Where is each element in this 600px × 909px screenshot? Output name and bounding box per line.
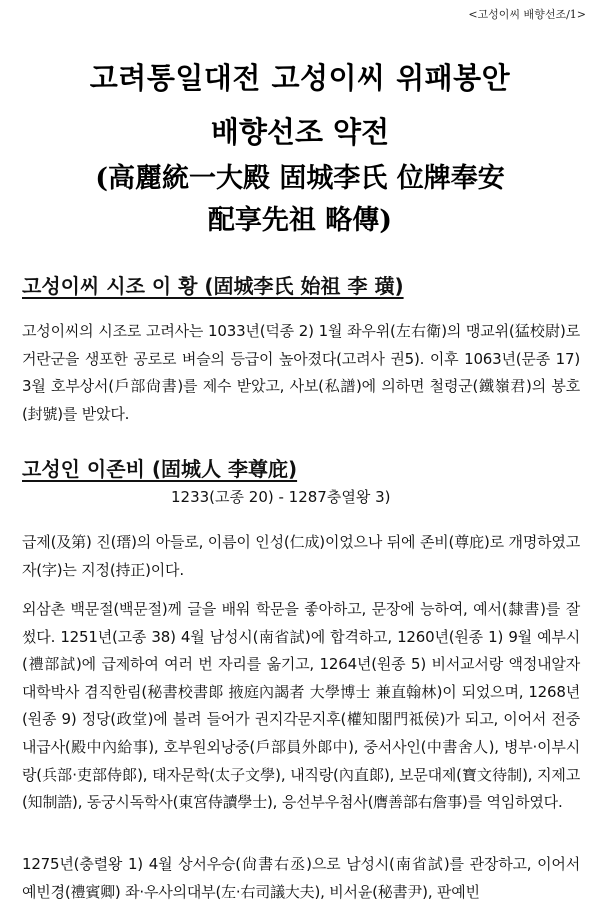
section-heading-lee-jonbi: 고성인 이존비 (固城人 李尊庇) bbox=[22, 457, 298, 481]
life-dates: 1233(고종 20) - 1287충열왕 3) bbox=[171, 488, 391, 506]
founder-paragraph: 고성이씨의 시조로 고려사는 1033년(덕종 2) 1월 좌우위(左右衛)의 맹교위(猛校尉)로 거란군을 생포한 공로로 벼슬의 등급이 높아졌다(고려사 권5). 이후 1063년(문종 17) 3월 호부상서(戶部尙書)를 제수 받았고, 사보(私譜)에 의하면 철령군(鐵嶺君)의 봉호(封號)를 받았다. bbox=[22, 322, 580, 423]
biography-paragraph-3: 1275년(충렬왕 1) 4월 상서우승(尙書右丞)으로 남성시(南省試)를 관장하고, 이어서 예빈경(禮賓卿) 좌·우사의대부(左·右司議大夫), 비서윤(秘書尹), 판예빈 bbox=[22, 855, 580, 901]
page-reference: <고성이씨 배향선조/1> bbox=[468, 8, 586, 21]
title-line-1: 고려통일대전 고성이씨 위패봉안 bbox=[89, 61, 511, 95]
title-line-2: 배향선조 약전 bbox=[210, 115, 390, 149]
title-line-4: 配享先祖 略傳) bbox=[207, 205, 393, 236]
biography-paragraph-1: 급제(及第) 진(瑨)의 아들로, 이름이 인성(仁成)이었으나 뒤에 존비(尊庇)로 개명하였고 자(字)는 지정(持正)이다. bbox=[22, 533, 580, 579]
title-line-3: (高麗統一大殿 固城李氏 位牌奉安 bbox=[95, 163, 505, 194]
section-heading-founder: 고성이씨 시조 이 황 (固城李氏 始祖 李 璜) bbox=[22, 274, 404, 298]
biography-paragraph-2: 외삼촌 백문절(백문절)께 글을 배워 학문을 좋아하고, 문장에 능하여, 예서(隸書)를 잘 썼다. 1251년(고종 38) 4월 남성시(南省試)에 합격하고, 1260년(원종 1) 9월 예부시(禮部試)에 급제하여 여러 번 자리를 옮기고, 1264년(원종 5) 비서교서랑 액정내알자 대학박사 겸직한림(秘書校書郞 掖庭內謁者 大學博士 兼直翰林)이 되었으며, 1268년(원종 9) 정당(政堂)에 불려 들어가 권지각문지후(權知閣門祗侯)가 되고, 이어서 전중내급사(殿中內給事), 호부원외낭중(戶部員外郞中), 중서사인(中書舍人), 병부·이부시랑(兵部·吏部侍郞), 태자문학(太子文學), 내직랑(內直郞), 보문대제(寶文待制), 지제고(知制誥), 동궁시독학사(東宮侍讀學士), 응선부우첨사(膺善部右詹事)를 역임하였다. bbox=[22, 600, 580, 812]
